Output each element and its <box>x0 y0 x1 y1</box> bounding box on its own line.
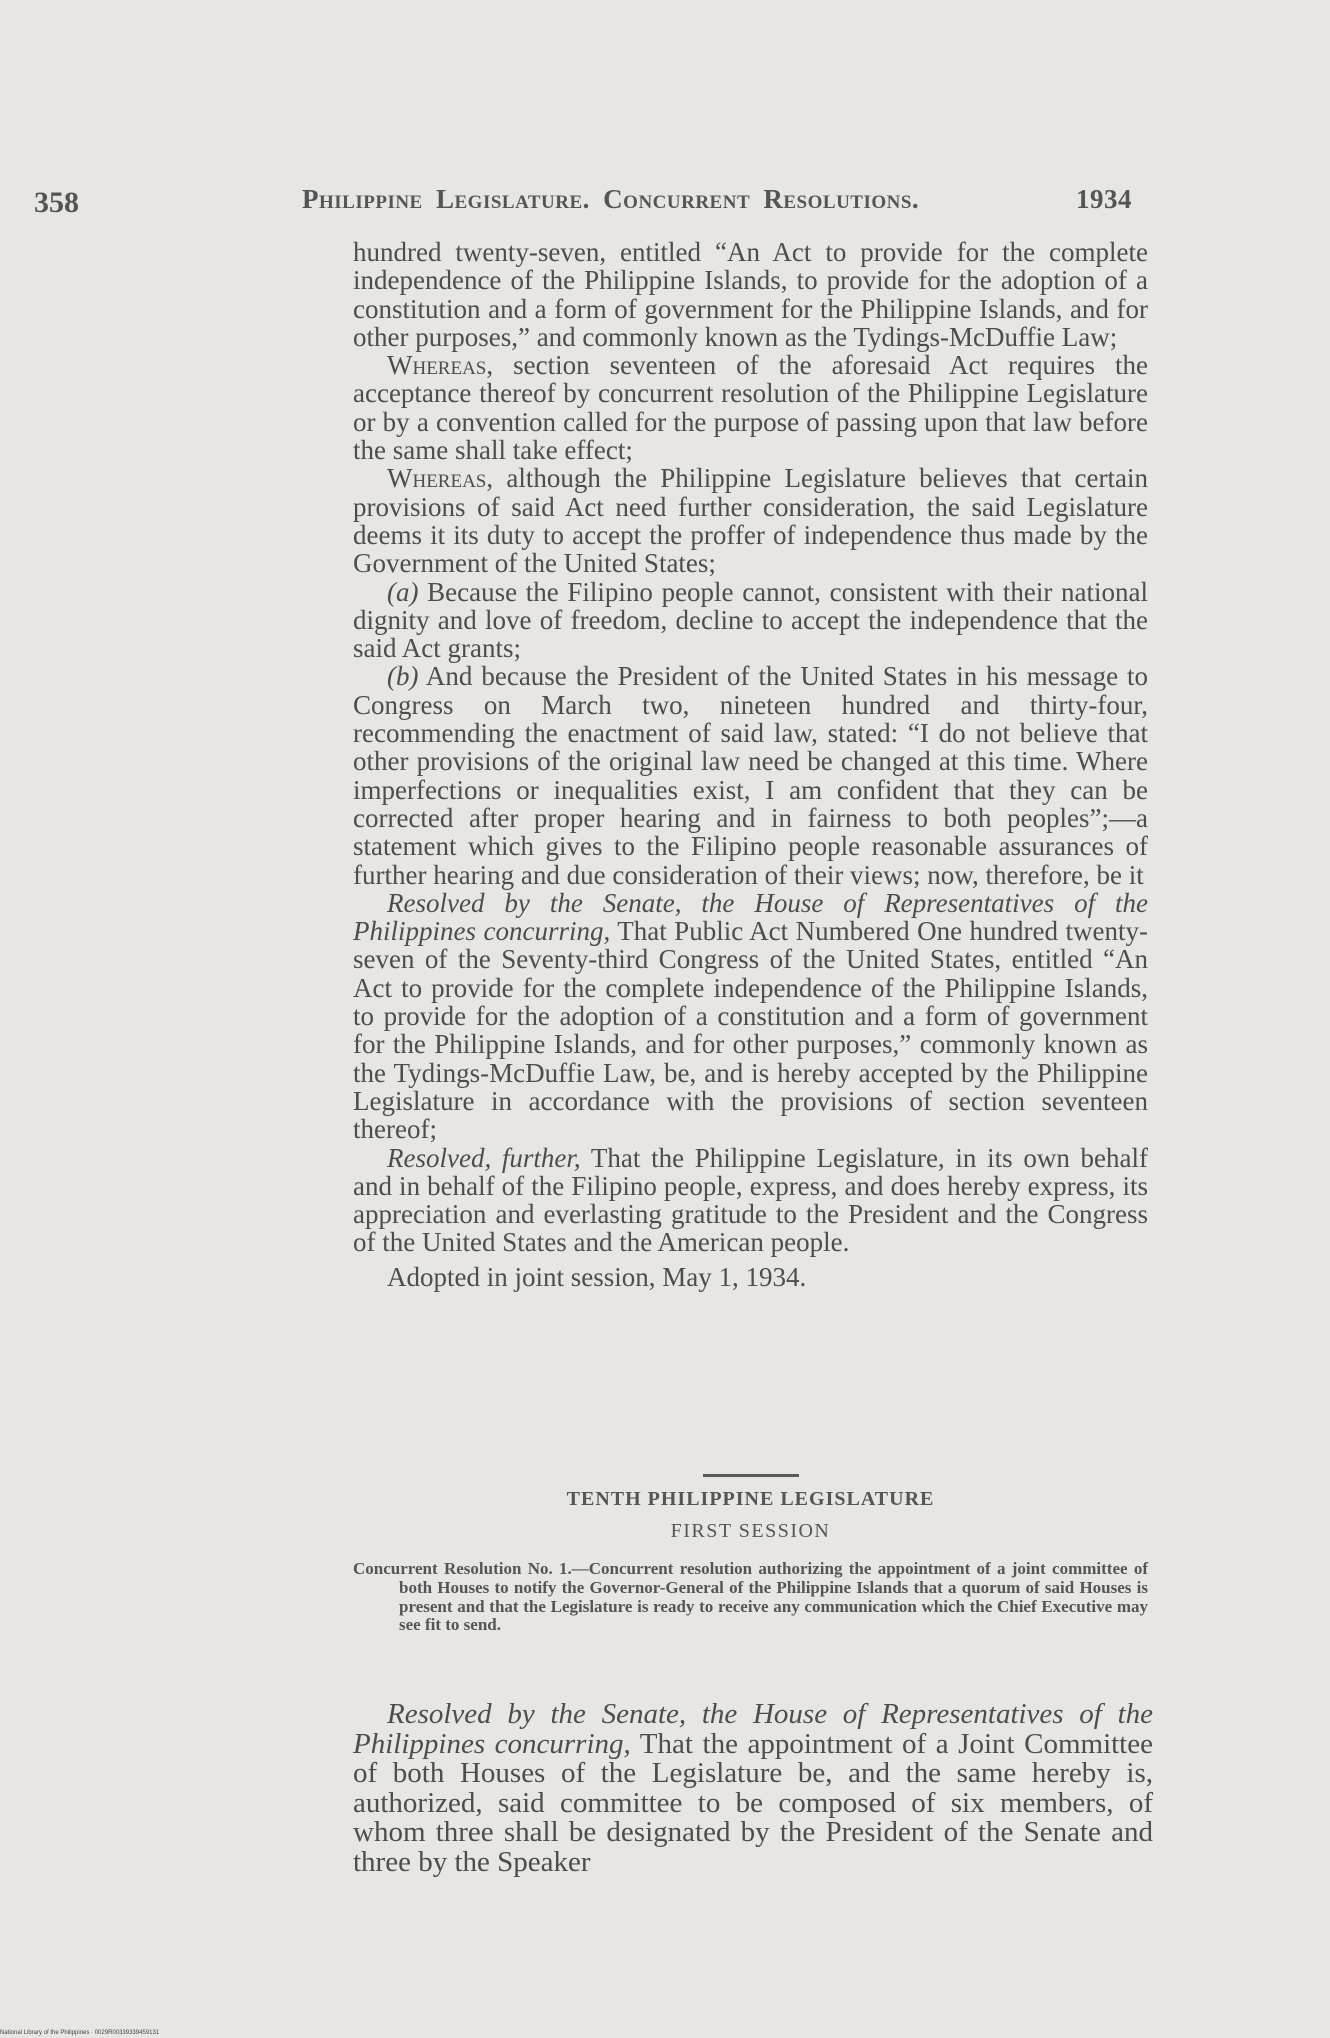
reason-marker: (b) <box>387 661 419 692</box>
reason-marker: (a) <box>387 576 419 607</box>
resolution-summary: Concurrent Resolution No. 1.—Concurrent resolution authorizing the appointment of a joint committee of both Houses to notify the Governor-General of the Philippine Islands that a quorum of said Houses is present and that the Legislature is ready to receive any communication which the Chief Executive may see fit to send. <box>353 1559 1148 1635</box>
paragraph-continuation: hundred twenty-seven, entitled “An Act to provide for the complete independence of the Philippine Islands, to provide for the adoption of a constitution and a form of government for the Philippine Islands, and for other purposes,” and commonly known as the Tydings-McDuffie Law; <box>353 237 1148 352</box>
whereas-lead: Whereas, <box>387 350 494 381</box>
resolved-clause <box>353 889 1148 1144</box>
reason-text: And because the President of the United States in his message to Congress on March two, nineteen hundred and thirty-four, recommending the enactment of said law, stated: “I do not believe that other provisions of the original law need be changed at this time. Where imperfections or inequalities exist, I am confident that they can be corrected after proper hearing and in fairness to both peoples”;—a statement which gives to the Filipino people reasonable assurances of further hearing and due consideration of their views; now, therefore, be it <box>353 661 1148 890</box>
legislature-heading: TENTH PHILIPPINE LEGISLATURE <box>566 1488 935 1510</box>
resolved-further-clause <box>353 1144 1148 1257</box>
page-number: 358 <box>34 186 79 219</box>
closing-body: That the appointment of a Joint Committee of both Houses of the Legislature be, and the same hereby is, authorized, said committee to be composed of six members, of whom three shall be designated by the President of the Senate and three by the Speaker <box>353 1727 1153 1878</box>
whereas-text: section seventeen of the aforesaid Act requires the acceptance thereof by concurrent resolution of the Philippine Legislature or by a convention called for the purpose of passing upon that law before the same shall take effect; <box>353 350 1148 466</box>
adoption-note: Adopted in joint session, May 1, 1934. <box>387 1261 807 1292</box>
whereas-text: although the Philippine Legislature believes that certain provisions of said Act need further consideration, the said Legislature deems it its duty to accept the proffer of independence thus made by the Government of the United States; <box>353 463 1148 579</box>
closing-paragraph <box>353 1700 1153 1877</box>
section-divider <box>703 1474 799 1477</box>
running-head <box>302 184 1132 215</box>
resolved-lead: Resolved by the Senate, the House of Representatives of the Philippines concurring, <box>353 887 1148 947</box>
reason-b <box>353 662 1148 888</box>
resolved-further-lead: Resolved, further, <box>387 1142 581 1173</box>
closing-resolution <box>353 1700 1153 1877</box>
scan-source-mark: National Library of the Philippines · 0029R00339339459131 <box>0 2030 160 2036</box>
resolved-text: That Public Act Numbered One hundred twenty-seven of the Seventy-third Congress of the United States, entitled “An Act to provide for the complete independence of the Philippine Islands, to provide for the adoption of a constitution and a form of government for the Philippine Islands, and for other purposes,” commonly known as the Tydings-McDuffie Law, be, and is hereby accepted by the Philippine Legislature in accordance with the provisions of section seventeen thereof; <box>353 916 1148 1145</box>
reason-a <box>353 578 1148 663</box>
whereas-clause-2 <box>353 464 1148 577</box>
resolution-body <box>353 238 1148 1291</box>
whereas-clause-1 <box>353 351 1148 464</box>
reason-text: Because the Filipino people cannot, consistent with their national dignity and love of freedom, decline to accept the independence that the said Act grants; <box>353 576 1148 664</box>
session-heading: FIRST SESSION <box>670 1520 831 1542</box>
resolved-further-text: That the Philippine Legislature, in its own behalf and in behalf of the Filipino people, express, and does hereby express, its appreciation and everlasting gratitude to the President and the Congress of the United States and the American people. <box>353 1142 1148 1258</box>
running-head-title: Philippine Legislature. Concurrent Resolutions. <box>302 184 920 214</box>
running-head-year: 1934 <box>1076 184 1132 214</box>
whereas-lead: Whereas, <box>387 463 494 494</box>
closing-lead: Resolved by the Senate, the House of Representatives of the Philippines concurring, <box>353 1698 1153 1760</box>
